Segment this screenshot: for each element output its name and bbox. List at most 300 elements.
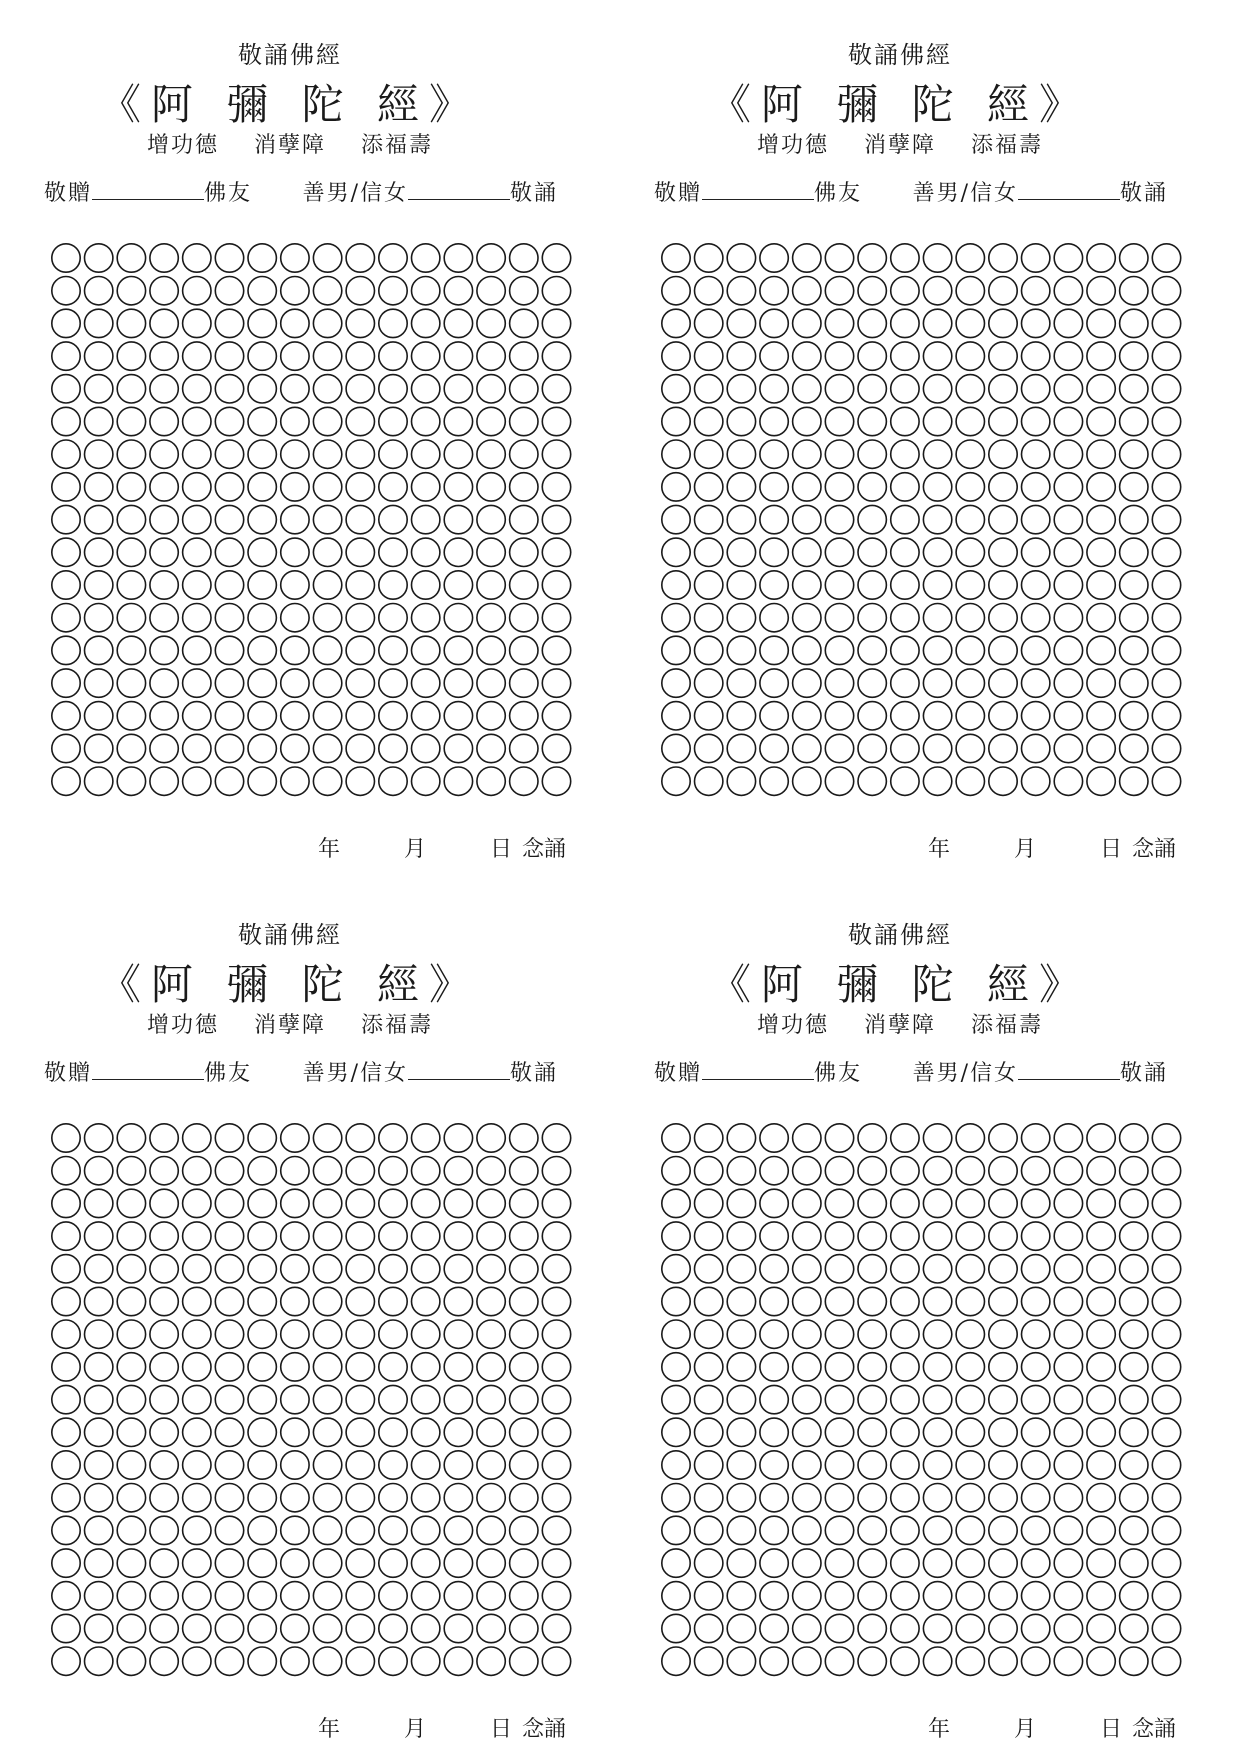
tally-circle[interactable] [825,342,853,370]
tally-circle[interactable] [727,538,755,566]
tally-circle[interactable] [183,1516,211,1544]
tally-circle[interactable] [346,1484,374,1512]
tally-circle[interactable] [346,538,374,566]
tally-circle[interactable] [542,473,570,501]
tally-circle[interactable] [1120,604,1148,632]
tally-circle[interactable] [117,1614,145,1642]
tally-circle[interactable] [379,767,407,795]
tally-circle[interactable] [444,375,472,403]
tally-circle[interactable] [215,1549,243,1577]
tally-circle[interactable] [989,277,1017,305]
tally-circle[interactable] [379,277,407,305]
tally-circle[interactable] [412,538,440,566]
tally-circle[interactable] [956,244,984,272]
tally-circle[interactable] [858,440,886,468]
tally-circle[interactable] [727,702,755,730]
tally-circle[interactable] [52,1451,80,1479]
tally-circle[interactable] [150,1582,178,1610]
tally-circle[interactable] [183,440,211,468]
tally-circle[interactable] [989,1353,1017,1381]
tally-circle[interactable] [1087,375,1115,403]
tally-circle[interactable] [85,767,113,795]
tally-circle[interactable] [444,1451,472,1479]
tally-circle[interactable] [379,1255,407,1283]
tally-circle[interactable] [891,1516,919,1544]
tally-circle[interactable] [989,1614,1017,1642]
tally-circle[interactable] [662,1582,690,1610]
tally-circle[interactable] [412,1287,440,1315]
tally-circle[interactable] [923,1418,951,1446]
tally-circle[interactable] [379,604,407,632]
tally-circle[interactable] [379,407,407,435]
tally-circle[interactable] [923,1222,951,1250]
tally-circle[interactable] [695,669,723,697]
tally-circle[interactable] [510,767,538,795]
tally-circle[interactable] [542,1385,570,1413]
tally-circle[interactable] [1120,1516,1148,1544]
tally-circle[interactable] [1120,1647,1148,1675]
tally-circle[interactable] [760,1484,788,1512]
reciter-blank[interactable] [1018,1059,1120,1080]
tally-circle[interactable] [215,1157,243,1185]
tally-circle[interactable] [1087,1516,1115,1544]
tally-circle[interactable] [1054,1189,1082,1217]
tally-circle[interactable] [793,636,821,664]
tally-circle[interactable] [52,604,80,632]
tally-circle[interactable] [281,1157,309,1185]
tally-circle[interactable] [346,1255,374,1283]
tally-circle[interactable] [281,473,309,501]
tally-circle[interactable] [793,1549,821,1577]
tally-circle[interactable] [150,277,178,305]
tally-circle[interactable] [346,1385,374,1413]
tally-circle[interactable] [477,571,505,599]
tally-circle[interactable] [956,1549,984,1577]
tally-circle[interactable] [793,1516,821,1544]
tally-circle[interactable] [248,1385,276,1413]
tally-circle[interactable] [477,505,505,533]
tally-circle[interactable] [150,309,178,337]
tally-circle[interactable] [542,407,570,435]
tally-circle[interactable] [542,604,570,632]
tally-circle[interactable] [793,1353,821,1381]
tally-circle[interactable] [510,1647,538,1675]
tally-circle[interactable] [346,1222,374,1250]
tally-circle[interactable] [477,702,505,730]
tally-circle[interactable] [989,1157,1017,1185]
tally-circle[interactable] [760,1647,788,1675]
tally-circle[interactable] [150,636,178,664]
tally-circle[interactable] [85,1549,113,1577]
tally-circle[interactable] [248,1582,276,1610]
tally-circle[interactable] [346,702,374,730]
tally-circle[interactable] [1054,505,1082,533]
tally-circle[interactable] [248,538,276,566]
tally-circle[interactable] [1120,636,1148,664]
tally-circle[interactable] [956,571,984,599]
tally-circle[interactable] [85,1614,113,1642]
tally-circle[interactable] [793,1157,821,1185]
tally-circle[interactable] [727,669,755,697]
tally-circle[interactable] [891,1157,919,1185]
tally-circle[interactable] [412,1255,440,1283]
tally-circle[interactable] [760,309,788,337]
tally-circle[interactable] [281,375,309,403]
tally-circle[interactable] [695,277,723,305]
tally-circle[interactable] [150,734,178,762]
tally-circle[interactable] [183,1287,211,1315]
tally-circle[interactable] [1022,1385,1050,1413]
tally-circle[interactable] [85,407,113,435]
tally-circle[interactable] [117,277,145,305]
tally-circle[interactable] [1054,1385,1082,1413]
tally-circle[interactable] [727,1222,755,1250]
tally-circle[interactable] [379,538,407,566]
tally-circle[interactable] [52,1124,80,1152]
tally-circle[interactable] [825,1418,853,1446]
tally-circle[interactable] [793,505,821,533]
tally-circle[interactable] [793,1320,821,1348]
tally-circle[interactable] [956,1614,984,1642]
tally-circle[interactable] [477,1516,505,1544]
tally-circle[interactable] [85,1124,113,1152]
tally-circle[interactable] [281,1614,309,1642]
tally-circle[interactable] [956,767,984,795]
tally-circle[interactable] [1152,1516,1180,1544]
tally-circle[interactable] [412,1418,440,1446]
tally-circle[interactable] [313,538,341,566]
tally-circle[interactable] [956,1189,984,1217]
tally-circle[interactable] [117,669,145,697]
tally-circle[interactable] [825,1484,853,1512]
tally-circle[interactable] [923,1484,951,1512]
tally-circle[interactable] [52,1320,80,1348]
tally-circle[interactable] [215,1287,243,1315]
tally-circle[interactable] [248,1320,276,1348]
tally-circle[interactable] [412,309,440,337]
tally-circle[interactable] [1087,538,1115,566]
tally-circle[interactable] [379,1582,407,1610]
tally-circle[interactable] [858,1516,886,1544]
tally-circle[interactable] [793,604,821,632]
tally-circle[interactable] [1152,1582,1180,1610]
tally-circle[interactable] [150,571,178,599]
tally-circle[interactable] [510,538,538,566]
tally-circle[interactable] [117,538,145,566]
tally-circle[interactable] [542,1582,570,1610]
tally-circle[interactable] [313,1549,341,1577]
tally-circle[interactable] [1022,636,1050,664]
tally-circle[interactable] [183,1124,211,1152]
tally-circle[interactable] [52,538,80,566]
tally-circle[interactable] [444,1647,472,1675]
tally-circle[interactable] [477,604,505,632]
tally-circle[interactable] [989,669,1017,697]
tally-circle[interactable] [444,342,472,370]
tally-circle[interactable] [956,538,984,566]
tally-circle[interactable] [346,375,374,403]
tally-circle[interactable] [923,734,951,762]
tally-circle[interactable] [825,767,853,795]
tally-circle[interactable] [85,1353,113,1381]
tally-circle[interactable] [662,440,690,468]
tally-circle[interactable] [695,538,723,566]
tally-circle[interactable] [117,1418,145,1446]
tally-circle[interactable] [662,767,690,795]
tally-circle[interactable] [891,1484,919,1512]
tally-circle[interactable] [1022,1484,1050,1512]
tally-circle[interactable] [150,669,178,697]
tally-circle[interactable] [695,505,723,533]
tally-circle[interactable] [215,1255,243,1283]
tally-circle[interactable] [248,636,276,664]
tally-circle[interactable] [793,734,821,762]
tally-circle[interactable] [891,1320,919,1348]
tally-circle[interactable] [183,473,211,501]
tally-circle[interactable] [510,1287,538,1315]
tally-circle[interactable] [52,1647,80,1675]
tally-circle[interactable] [793,375,821,403]
tally-circle[interactable] [891,1222,919,1250]
tally-circle[interactable] [150,375,178,403]
tally-circle[interactable] [215,767,243,795]
tally-circle[interactable] [379,636,407,664]
tally-circle[interactable] [85,1647,113,1675]
tally-circle[interactable] [412,702,440,730]
tally-circle[interactable] [248,244,276,272]
tally-circle[interactable] [412,1353,440,1381]
tally-circle[interactable] [444,1124,472,1152]
tally-circle[interactable] [313,669,341,697]
tally-circle[interactable] [695,636,723,664]
tally-circle[interactable] [313,767,341,795]
tally-circle[interactable] [695,407,723,435]
tally-circle[interactable] [1022,1549,1050,1577]
tally-circle[interactable] [444,1189,472,1217]
tally-circle[interactable] [923,1385,951,1413]
tally-circle[interactable] [1087,342,1115,370]
tally-circle[interactable] [412,767,440,795]
tally-circle[interactable] [346,604,374,632]
tally-circle[interactable] [477,375,505,403]
tally-circle[interactable] [858,1222,886,1250]
tally-circle[interactable] [346,407,374,435]
tally-circle[interactable] [956,1255,984,1283]
tally-circle[interactable] [956,1287,984,1315]
tally-circle[interactable] [542,538,570,566]
tally-circle[interactable] [477,342,505,370]
tally-circle[interactable] [1120,1385,1148,1413]
tally-circle[interactable] [662,1549,690,1577]
tally-circle[interactable] [510,1582,538,1610]
tally-circle[interactable] [662,669,690,697]
tally-circle[interactable] [183,1320,211,1348]
tally-circle[interactable] [793,1582,821,1610]
tally-circle[interactable] [989,440,1017,468]
tally-circle[interactable] [858,1189,886,1217]
tally-circle[interactable] [727,1353,755,1381]
tally-circle[interactable] [85,1385,113,1413]
tally-circle[interactable] [379,1451,407,1479]
tally-circle[interactable] [760,342,788,370]
tally-circle[interactable] [117,1255,145,1283]
tally-circle[interactable] [1054,375,1082,403]
tally-circle[interactable] [825,244,853,272]
tally-circle[interactable] [444,1516,472,1544]
tally-circle[interactable] [215,734,243,762]
tally-circle[interactable] [313,1287,341,1315]
tally-circle[interactable] [989,604,1017,632]
tally-circle[interactable] [477,1549,505,1577]
tally-circle[interactable] [793,277,821,305]
tally-circle[interactable] [1022,1320,1050,1348]
tally-circle[interactable] [1152,1647,1180,1675]
tally-circle[interactable] [923,1320,951,1348]
tally-circle[interactable] [542,440,570,468]
tally-circle[interactable] [923,1516,951,1544]
tally-circle[interactable] [412,375,440,403]
tally-circle[interactable] [1087,1614,1115,1642]
tally-circle[interactable] [923,440,951,468]
tally-circle[interactable] [215,702,243,730]
tally-circle[interactable] [1087,473,1115,501]
tally-circle[interactable] [346,473,374,501]
tally-circle[interactable] [477,1451,505,1479]
tally-circle[interactable] [793,1222,821,1250]
tally-circle[interactable] [248,440,276,468]
tally-circle[interactable] [1120,767,1148,795]
tally-circle[interactable] [1120,1418,1148,1446]
tally-circle[interactable] [891,473,919,501]
tally-circle[interactable] [793,1614,821,1642]
tally-circle[interactable] [510,1418,538,1446]
tally-circle[interactable] [281,1451,309,1479]
tally-circle[interactable] [1152,1549,1180,1577]
tally-circle[interactable] [52,277,80,305]
tally-circle[interactable] [695,1255,723,1283]
tally-circle[interactable] [510,1516,538,1544]
tally-circle[interactable] [215,407,243,435]
tally-circle[interactable] [477,538,505,566]
tally-circle[interactable] [85,1157,113,1185]
tally-circle[interactable] [825,734,853,762]
tally-circle[interactable] [825,571,853,599]
tally-circle[interactable] [891,767,919,795]
tally-circle[interactable] [1054,636,1082,664]
tally-circle[interactable] [956,505,984,533]
tally-circle[interactable] [52,244,80,272]
tally-circle[interactable] [510,1451,538,1479]
tally-circle[interactable] [923,1189,951,1217]
tally-circle[interactable] [923,407,951,435]
tally-circle[interactable] [52,309,80,337]
tally-circle[interactable] [85,702,113,730]
tally-circle[interactable] [85,277,113,305]
tally-circle[interactable] [1054,407,1082,435]
tally-circle[interactable] [1022,1124,1050,1152]
tally-circle[interactable] [52,1582,80,1610]
tally-circle[interactable] [695,1549,723,1577]
tally-circle[interactable] [542,1647,570,1675]
tally-circle[interactable] [150,1385,178,1413]
tally-circle[interactable] [1087,571,1115,599]
tally-circle[interactable] [1054,1484,1082,1512]
tally-circle[interactable] [117,1385,145,1413]
tally-circle[interactable] [477,1255,505,1283]
tally-circle[interactable] [793,407,821,435]
tally-circle[interactable] [1022,1516,1050,1544]
tally-circle[interactable] [346,1353,374,1381]
tally-circle[interactable] [891,1189,919,1217]
tally-circle[interactable] [379,1189,407,1217]
tally-circle[interactable] [1152,636,1180,664]
tally-circle[interactable] [956,277,984,305]
tally-circle[interactable] [379,734,407,762]
tally-circle[interactable] [825,636,853,664]
tally-circle[interactable] [248,1255,276,1283]
tally-circle[interactable] [1152,473,1180,501]
tally-circle[interactable] [1152,342,1180,370]
tally-circle[interactable] [695,440,723,468]
tally-circle[interactable] [477,277,505,305]
tally-circle[interactable] [727,767,755,795]
tally-circle[interactable] [379,440,407,468]
tally-circle[interactable] [215,1189,243,1217]
tally-circle[interactable] [183,1189,211,1217]
tally-circle[interactable] [695,571,723,599]
tally-circle[interactable] [891,407,919,435]
tally-circle[interactable] [444,1418,472,1446]
tally-circle[interactable] [1120,1549,1148,1577]
tally-circle[interactable] [989,1451,1017,1479]
tally-circle[interactable] [695,1124,723,1152]
tally-circle[interactable] [313,1157,341,1185]
tally-circle[interactable] [1054,1516,1082,1544]
tally-circle[interactable] [760,407,788,435]
tally-circle[interactable] [825,440,853,468]
tally-circle[interactable] [117,734,145,762]
tally-circle[interactable] [150,1287,178,1315]
tally-circle[interactable] [444,407,472,435]
tally-circle[interactable] [1022,1451,1050,1479]
tally-circle[interactable] [444,1255,472,1283]
tally-circle[interactable] [313,277,341,305]
tally-circle[interactable] [444,1614,472,1642]
tally-circle[interactable] [825,1582,853,1610]
tally-circle[interactable] [150,604,178,632]
tally-circle[interactable] [183,277,211,305]
tally-circle[interactable] [444,505,472,533]
tally-circle[interactable] [313,342,341,370]
tally-circle[interactable] [662,1222,690,1250]
tally-circle[interactable] [150,1353,178,1381]
tally-circle[interactable] [52,636,80,664]
tally-circle[interactable] [956,1157,984,1185]
tally-circle[interactable] [444,473,472,501]
tally-circle[interactable] [662,1353,690,1381]
tally-circle[interactable] [1152,702,1180,730]
tally-circle[interactable] [248,277,276,305]
tally-circle[interactable] [858,1124,886,1152]
tally-circle[interactable] [727,342,755,370]
tally-circle[interactable] [346,342,374,370]
tally-circle[interactable] [117,309,145,337]
tally-circle[interactable] [662,604,690,632]
tally-circle[interactable] [183,1353,211,1381]
tally-circle[interactable] [313,244,341,272]
tally-circle[interactable] [858,538,886,566]
tally-circle[interactable] [52,1516,80,1544]
